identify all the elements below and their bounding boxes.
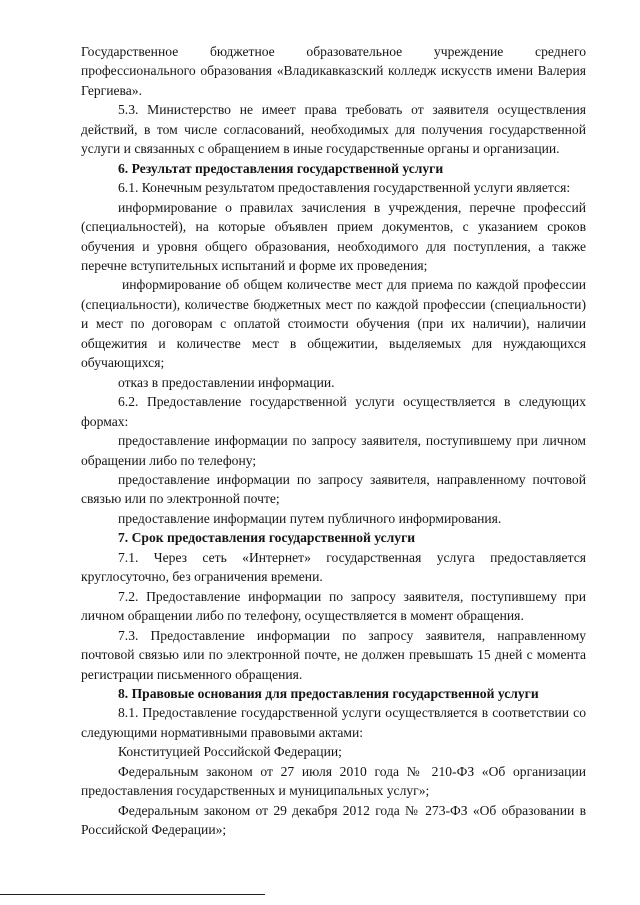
paragraph-institution-name: Государственное бюджетное образовательное учреждение среднего профессионального образования «Владикавказский колледж искусств имени Валерия Гергиева». — [81, 44, 586, 98]
legal-act-210-fz: Федеральным законом от 27 июля 2010 года № 210-ФЗ «Об организации предоставления государственных и муниципальных услуг»; — [81, 763, 586, 799]
list-item-places-count: информирование об общем количестве мест для приема по каждой профессии (специальности), количестве бюджетных мест по каждой профессии (специальности) и мест по договорам с оплатой стоимости обучения (при их наличии), наличии общежития и количестве мест в общежитии, выделяемых для нуждающихся обучающихся; — [81, 277, 586, 371]
document-page — [81, 42, 586, 840]
paragraph-6-2: 6.2. Предоставление государственной услуги осуществляется в следующих формах: — [81, 394, 586, 429]
section-heading-6: 6. Результат предоставления государственной услуги — [118, 160, 444, 176]
legal-act-273-fz: Федеральным законом от 29 декабря 2012 года № 273-ФЗ «Об образовании в Российской Федерации»; — [81, 802, 586, 838]
section-heading-8: 8. Правовые основания для предоставления государственной услуги — [118, 685, 539, 701]
paragraph-7-3: 7.3. Предоставление информации по запросу заявителя, направленному почтовой связью или по электронной почте, не должен превышать 15 дней с момента регистрации письменного обращения. — [81, 627, 586, 682]
list-item-refusal: отказ в предоставлении информации. — [118, 374, 335, 390]
paragraph-8-1: 8.1. Предоставление государственной услуги осуществляется в соответствии со следующими нормативными правовыми актами: — [81, 705, 586, 740]
paragraph-7-2: 7.2. Предоставление информации по запросу заявителя, поступившему при личном обращении либо по телефону, осуществляется в момент обращения. — [81, 588, 586, 624]
paragraph-5-3: 5.3. Министерство не имеет права требовать от заявителя осуществления действий, в том числе согласований, необходимых для получения государственной услуги и связанных с обращением в иные государственные органы и организации. — [81, 102, 586, 157]
list-item-in-person-request: предоставление информации по запросу заявителя, поступившему при личном обращении либо по телефону; — [81, 433, 586, 468]
list-item-public-informing: предоставление информации путем публичного информирования. — [118, 510, 502, 526]
paragraph-6-1: 6.1. Конечным результатом предоставления государственной услуги является: — [118, 180, 571, 196]
section-heading-7: 7. Срок предоставления государственной услуги — [118, 530, 416, 546]
paragraph-7-1: 7.1. Через сеть «Интернет» государственная услуга предоставляется круглосуточно, без ограничения времени. — [81, 549, 586, 585]
list-item-admission-rules: информирование о правилах зачисления в учреждения, перечне профессий (специальностей), на которые объявлен прием документов, с указанием сроков обучения и уровня общего образования, необходимого для поступления, а также перечне вступительных испытаний и форме их проведения; — [81, 199, 586, 273]
footnote-separator-line — [0, 894, 265, 895]
legal-act-constitution: Конституцией Российской Федерации; — [118, 744, 342, 760]
list-item-mail-request: предоставление информации по запросу заявителя, направленному почтовой связью или по электронной почте; — [81, 471, 586, 507]
